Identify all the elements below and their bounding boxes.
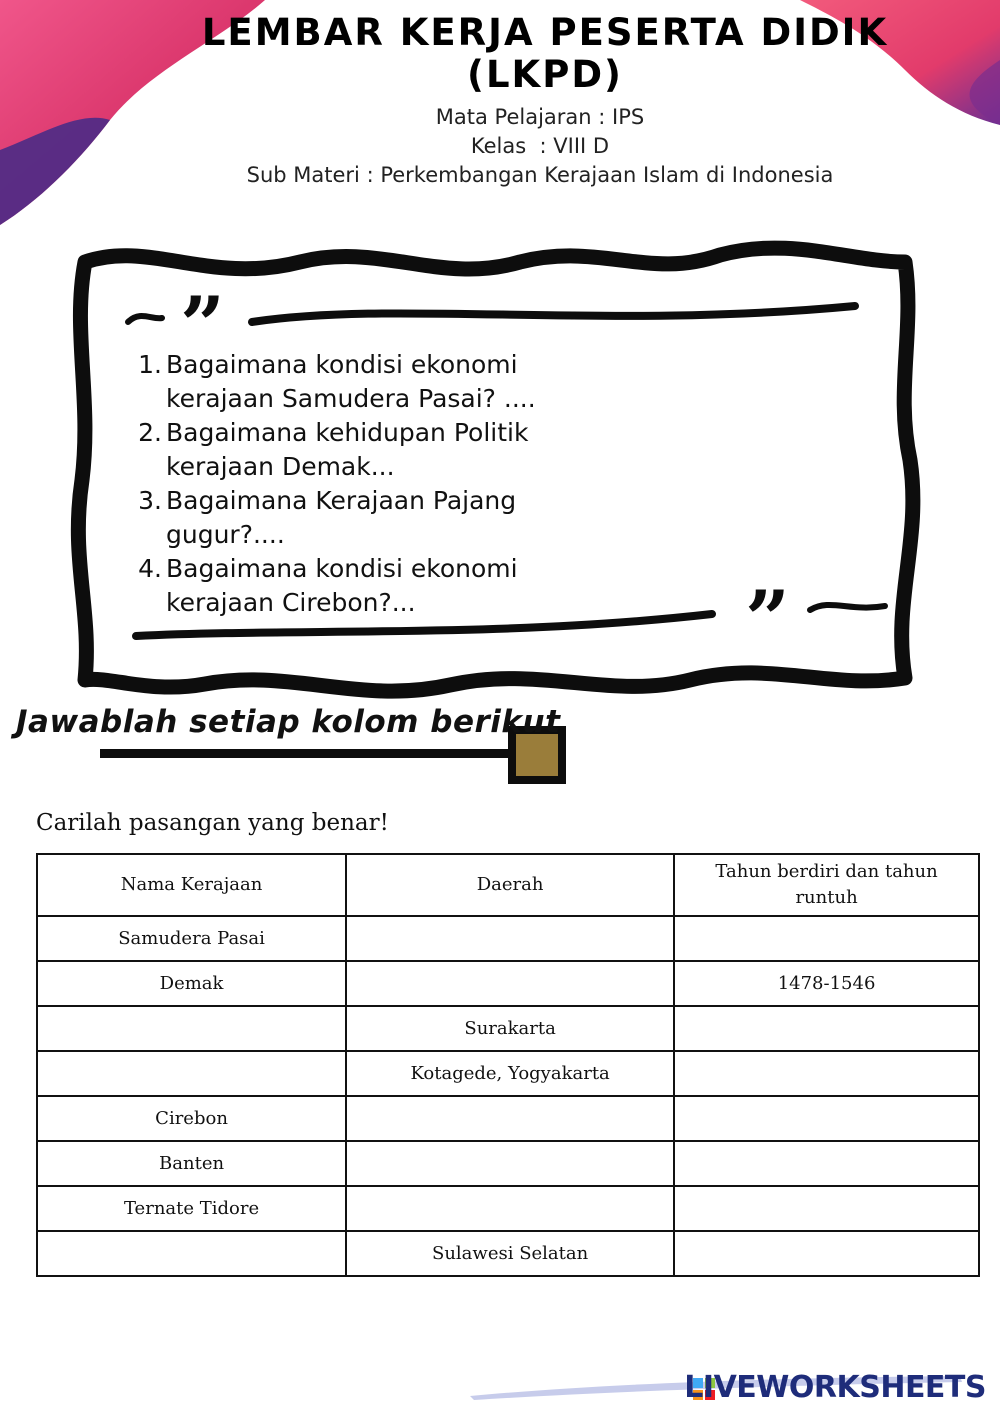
table-cell[interactable]: Demak	[37, 961, 346, 1006]
quote-close-icon: ”	[745, 574, 790, 665]
table-cell[interactable]	[346, 961, 674, 1006]
sub-topic-label: Sub Materi : Perkembangan Kerajaan Islam di Indonesia	[246, 163, 834, 187]
question-item	[132, 552, 602, 620]
task-text: Carilah pasangan yang benar!	[36, 810, 389, 836]
question-number: 3.	[138, 486, 162, 515]
quote-open-icon: ”	[180, 280, 225, 371]
table-cell[interactable]	[674, 1051, 979, 1096]
table-row	[37, 961, 979, 1006]
table-row	[37, 1051, 979, 1096]
table-cell[interactable]: Samudera Pasai	[37, 916, 346, 961]
table-cell[interactable]: Surakarta	[346, 1006, 674, 1051]
instruction-heading: Jawablah setiap kolom berikut	[16, 704, 561, 740]
table-cell[interactable]	[674, 1096, 979, 1141]
table-header-row	[37, 854, 979, 916]
table-row	[37, 1006, 979, 1051]
question-text: kerajaan Samudera Pasai? ....	[166, 384, 536, 413]
table-cell[interactable]: Cirebon	[37, 1096, 346, 1141]
header-cell: Daerah	[346, 854, 674, 916]
table-cell[interactable]	[674, 1231, 979, 1276]
table-cell[interactable]: Banten	[37, 1141, 346, 1186]
table-cell[interactable]	[674, 1141, 979, 1186]
question-text: Bagaimana Kerajaan Pajang	[166, 486, 517, 515]
page-subtitle: (LKPD)	[467, 53, 623, 96]
question-number: 2.	[138, 418, 162, 447]
table-cell[interactable]: Kotagede, Yogyakarta	[346, 1051, 674, 1096]
table-cell[interactable]	[346, 1096, 674, 1141]
table-cell[interactable]: Sulawesi Selatan	[346, 1231, 674, 1276]
table-row	[37, 1186, 979, 1231]
header-cell: Tahun berdiri dan tahun runtuh	[674, 854, 979, 916]
question-list	[132, 348, 602, 620]
brand-name[interactable]: LIVEWORKSHEETS	[684, 1370, 986, 1405]
table-cell[interactable]	[346, 916, 674, 961]
table-cell[interactable]	[37, 1006, 346, 1051]
page-title: LEMBAR KERJA PESERTA DIDIK	[201, 11, 889, 54]
instruction-bar	[100, 749, 512, 758]
table-row	[37, 1231, 979, 1276]
table-cell[interactable]	[674, 1186, 979, 1231]
table-cell[interactable]	[674, 1006, 979, 1051]
table-cell[interactable]	[37, 1051, 346, 1096]
question-text: kerajaan Demak...	[166, 452, 395, 481]
question-item	[132, 484, 602, 552]
question-text: kerajaan Cirebon?...	[166, 588, 416, 617]
table-row	[37, 1141, 979, 1186]
question-item	[132, 348, 602, 416]
header-cell: Nama Kerajaan	[37, 854, 346, 916]
question-item	[132, 416, 602, 484]
table-cell[interactable]	[37, 1231, 346, 1276]
table-row	[37, 916, 979, 961]
table-cell[interactable]: Ternate Tidore	[37, 1186, 346, 1231]
question-text: gugur?....	[166, 520, 285, 549]
table-cell[interactable]	[346, 1186, 674, 1231]
question-text: Bagaimana kondisi ekonomi	[166, 554, 518, 583]
table-cell[interactable]: 1478-1546	[674, 961, 979, 1006]
subject-label: Mata Pelajaran : IPS	[435, 105, 645, 129]
question-text: Bagaimana kondisi ekonomi	[166, 350, 518, 379]
answer-table	[36, 853, 980, 1277]
question-number: 1.	[138, 350, 162, 379]
table-row	[37, 1096, 979, 1141]
table-cell[interactable]	[346, 1141, 674, 1186]
table-cell[interactable]	[674, 916, 979, 961]
class-label: Kelas : VIII D	[470, 134, 610, 158]
question-number: 4.	[138, 554, 162, 583]
question-text: Bagaimana kehidupan Politik	[166, 418, 529, 447]
